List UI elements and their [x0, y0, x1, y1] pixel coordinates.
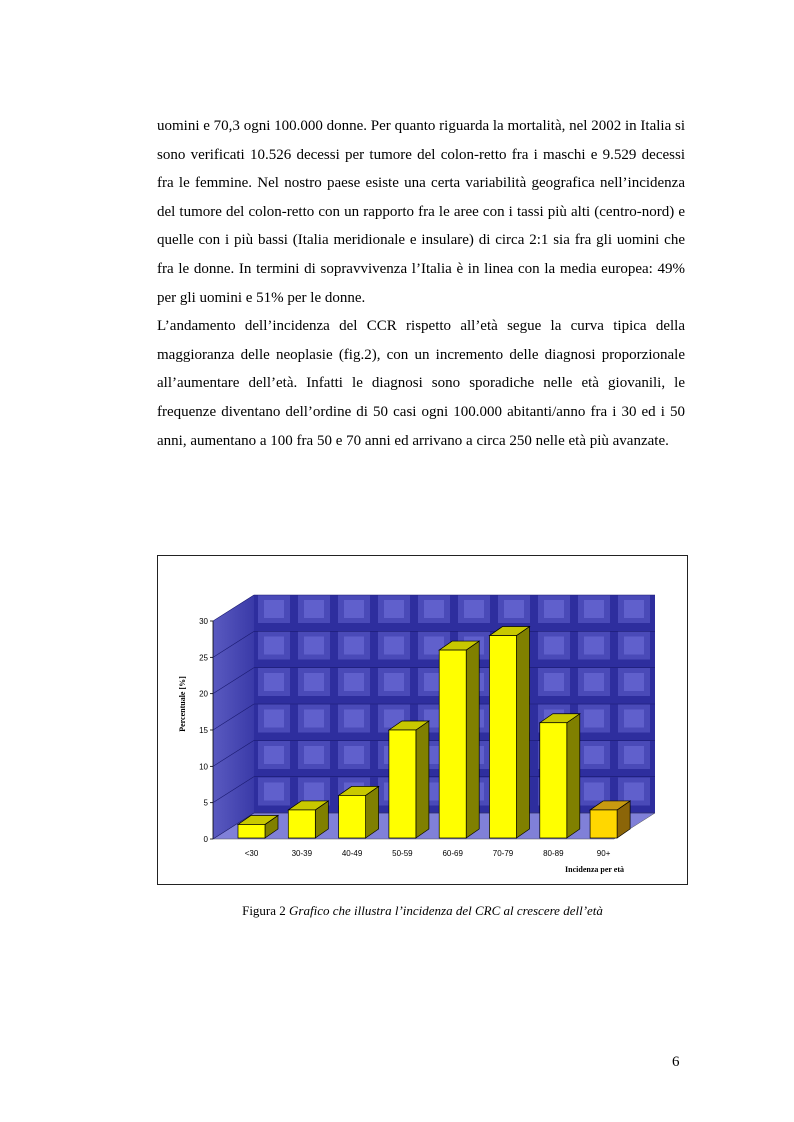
y-tick-label: 15 [199, 726, 208, 735]
bar-side [466, 641, 479, 838]
x-tick-labels [245, 849, 611, 858]
caption-text: Grafico che illustra l’incidenza del CRC al crescere dell’età [289, 903, 603, 918]
x-tick-label: 70-79 [492, 849, 514, 858]
body-text [157, 112, 685, 455]
caption-label: Figura 2 [242, 903, 286, 918]
y-tick-labels [199, 617, 208, 844]
bar [590, 801, 630, 838]
floor [213, 813, 655, 839]
bar-front [590, 810, 617, 838]
y-tick-label: 25 [199, 653, 208, 663]
bar-side [416, 721, 429, 838]
bar-front [490, 636, 517, 838]
bar-front [540, 723, 567, 838]
y-tick-label: 5 [203, 798, 208, 808]
y-tick-label: 10 [199, 762, 208, 772]
bar [439, 641, 479, 838]
x-tick-label: 60-69 [442, 849, 463, 858]
y-tick-label: 20 [199, 689, 208, 699]
x-tick-label: 90+ [596, 849, 611, 858]
figure-caption [157, 903, 688, 919]
bar-front [389, 730, 416, 838]
bar [288, 801, 328, 838]
bar-chart-svg [158, 556, 687, 884]
y-axis-label: Percentuale [%] [178, 676, 187, 732]
paragraph-1: uomini e 70,3 ogni 100.000 donne. Per quanto riguarda la mortalità, nel 2002 in Italia si sono verificati 10.526 decessi per tumore del colon-retto fra i maschi e 9.529 decessi fra le femmine. Nel nostro paese esiste una certa variabilità geografica nell’incidenza del tumore del colon-retto con un rapporto fra le aree con i tassi più alti (centro-nord) e quelle con i più bassi (Italia meridionale e insulare) di circa 2:1 sia fra gli uomini che fra le donne. In termini di sopravvivenza l’Italia è in linea con la media europea: 49% per gli uomini e 51% per le donne. [157, 118, 685, 306]
y-tick-label: 30 [199, 617, 208, 626]
x-tick-label: <30 [244, 849, 259, 858]
x-axis-label: Incidenza per età [565, 865, 624, 874]
x-tick-label: 80-89 [543, 849, 564, 858]
x-tick-label: 50-59 [392, 849, 413, 858]
bar-front [339, 795, 366, 838]
bar [339, 786, 379, 838]
bar-side [567, 714, 580, 838]
bar-front [439, 650, 466, 838]
bar [389, 721, 429, 838]
paragraph-2: L’andamento dell’incidenza del CCR rispetto all’età segue la curva tipica della maggioranza delle neoplasie (fig.2), con un incremento delle diagnosi proporzionale all’aumentare dell’età. Infatti le diagnosi sono sporadiche nelle età giovanili, le frequenze diventano dell’ordine di 50 casi ogni 100.000 abitanti/anno fra i 30 ed i 50 anni, aumentano a 100 fra 50 e 70 anni ed arrivano a circa 250 nelle età più avanzate. [157, 318, 685, 449]
page-number: 6 [672, 1054, 680, 1070]
bar-front [288, 810, 315, 838]
bar [490, 627, 530, 838]
x-tick-label: 30-39 [291, 849, 313, 858]
bar-front [238, 824, 265, 838]
bar-side [517, 627, 530, 838]
bar [540, 714, 580, 838]
figure-2-chart [157, 555, 688, 885]
x-tick-label: 40-49 [341, 849, 363, 858]
y-tick-label: 0 [203, 835, 208, 844]
